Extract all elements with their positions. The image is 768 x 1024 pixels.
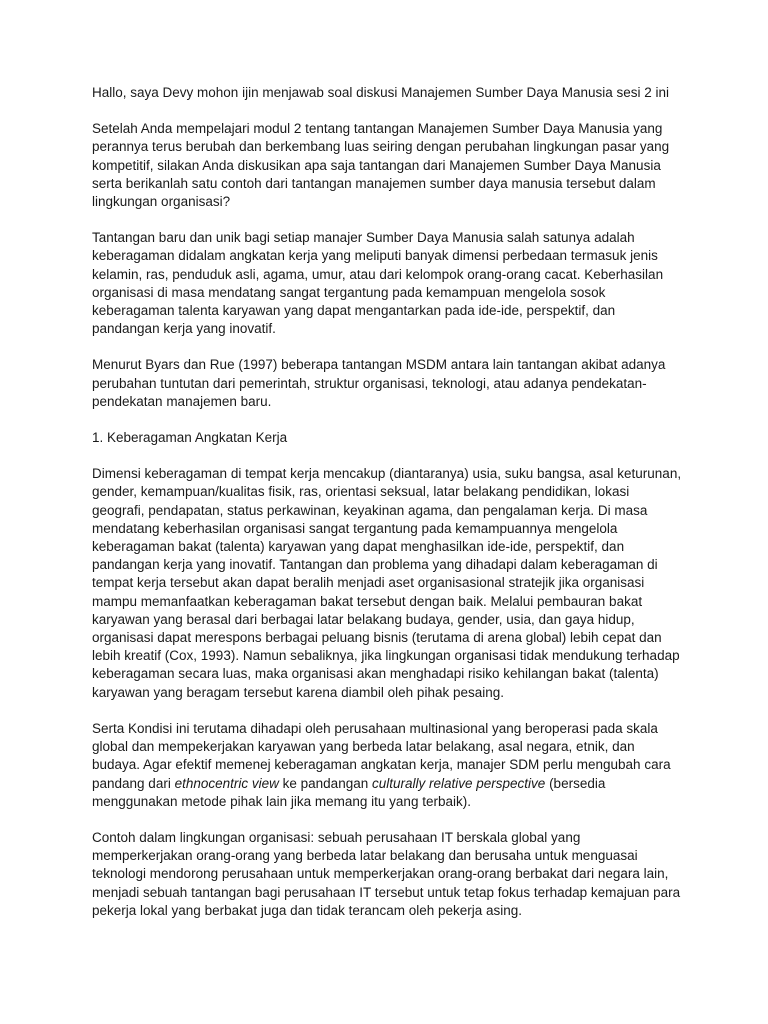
para4-emphasis-2: culturally relative perspective [371, 775, 546, 791]
document-page [92, 84, 682, 938]
para4-text-a: Serta Kondisi ini terutama dihadapi oleh perusahaan multinasional yang beroperasi pada skala global dan mempekerjakan karyawan yang berbeda latar belakang, asal negara, etnik, dan budaya. Agar efektif memenej keberagaman angkatan kerja, manajer SDM perlu mengubah cara pandang dari [92, 720, 671, 791]
intro-paragraph: Hallo, saya Devy mohon ijin menjawab soal diskusi Manajemen Sumber Daya Manusia sesi 2 ini [92, 85, 670, 100]
para4-text-c: (bersedia menggunakan metode pihak lain jika memang itu yang terbaik). [92, 775, 606, 809]
section-heading: 1. Keberagaman Angkatan Kerja [92, 430, 288, 446]
body-paragraph-3: Dimensi keberagaman di tempat kerja mencakup (diantaranya) usia, suku bangsa, asal keturunan, gender, kemampuan/kualitas fisik, ras, orientasi seksual, latar belakang pendidikan, lokasi geografi, pendapatan, status perkawinan, keyakinan agama, dan pengalaman kerja. Di masa mendatang keberhasilan organisasi sangat tergantung pada kemampuannya mengelola keberagaman bakat (talenta) karyawan yang dapat menghasilkan ide-ide, perspektif, dan pandangan kerja yang inovatif. Tantangan dan problema yang dihadapi dalam keberagaman di tempat kerja tersebut akan dapat beralih menjadi aset organisasional stratejik jika organisasi mampu memanfaatkan keberagaman bakat tersebut dengan baik. Melalui pembauran bakat karyawan yang berasal dari berbagai latar belakang budaya, gender, usia, dan gaya hidup, organisasi dapat merespons berbagai peluang bisnis (terutama di arena global) lebih cepat dan lebih kreatif (Cox, 1993). Namun sebaliknya, jika lingkungan organisasi tidak mendukung terhadap keberagaman secara luas, maka organisasi akan menghadapi risiko kehilangan bakat (talenta) karyawan yang beragam tersebut karena diambil oleh pihak pesaing. [92, 466, 682, 700]
body-paragraph-2: Menurut Byars dan Rue (1997) beberapa tantangan MSDM antara lain tantangan akibat adanya perubahan tuntutan dari pemerintah, struktur organisasi, teknologi, atau adanya pendekatan-pendekatan manajemen baru. [92, 357, 666, 409]
question-paragraph: Setelah Anda mempelajari modul 2 tentang tantangan Manajemen Sumber Daya Manusia yang perannya terus berubah dan berkembang luas seiring dengan perubahan lingkungan pasar yang kompetitif, silakan Anda diskusikan apa saja tantangan dari Manajemen Sumber Daya Manusia serta berikanlah satu contoh dari tantangan manajemen sumber daya manusia tersebut dalam lingkungan organisasi? [92, 121, 670, 210]
para4-emphasis-1: ethnocentric view [174, 775, 279, 791]
body-paragraph-4 [92, 720, 682, 811]
body-paragraph-1: Tantangan baru dan unik bagi setiap manajer Sumber Daya Manusia salah satunya adalah keberagaman didalam angkatan kerja yang meliputi banyak dimensi perbedaan termasuk jenis kelamin, ras, penduduk asli, agama, umur, atau dari kelompok orang-orang cacat. Keberhasilan organisasi di masa mendatang sangat tergantung pada kemampuan mengelola sosok keberagaman talenta karyawan yang dapat mengantarkan pada ide-ide, perspektif, dan pandangan kerja yang inovatif. [92, 230, 664, 337]
body-paragraph-5: Contoh dalam lingkungan organisasi: sebuah perusahaan IT berskala global yang memperkerjakan orang-orang yang berbeda latar belakang dan berusaha untuk menguasai teknologi mendorong perusahaan untuk memperkerjakan orang-orang berbakat dari negara lain, menjadi sebuah tantangan bagi perusahaan IT tersebut untuk tetap fokus terhadap kemajuan para pekerja lokal yang berbakat juga dan tidak terancam oleh pekerja asing. [92, 829, 681, 918]
para4-text-b: ke pandangan [278, 775, 372, 791]
